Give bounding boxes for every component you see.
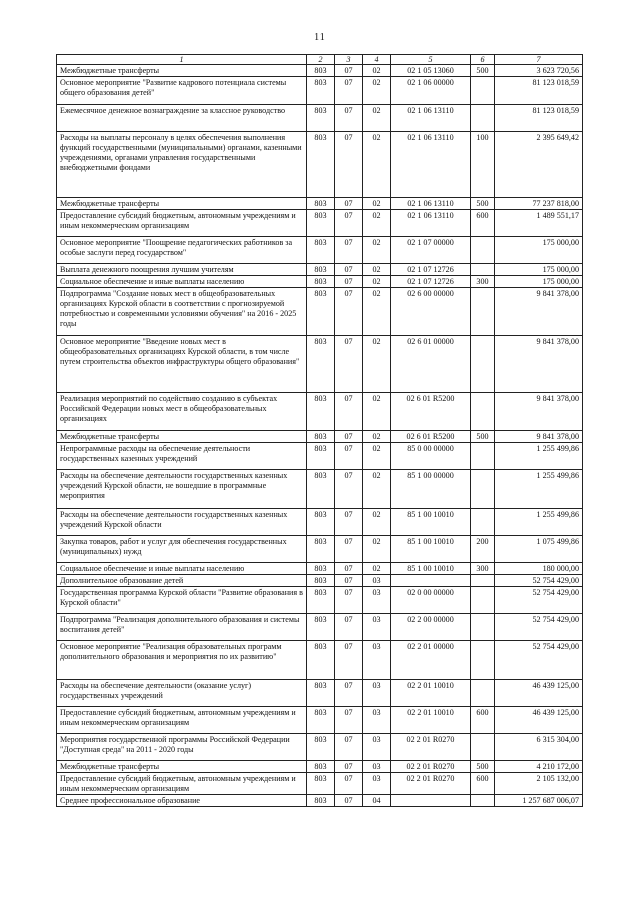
row-name-cell: Предоставление субсидий бюджетным, автономным учреждениям и иным некоммерческим организациям <box>57 707 307 734</box>
row-section-cell: 07 <box>335 264 363 276</box>
row-name-cell: Непрограммные расходы на обеспечение деятельности государственных казенных учреждений <box>57 443 307 470</box>
table-row <box>57 707 583 734</box>
header-cell: 4 <box>363 55 391 65</box>
row-amount-cell: 1 489 551,17 <box>495 210 583 237</box>
row-section-cell: 07 <box>335 795 363 807</box>
row-section-cell: 07 <box>335 65 363 77</box>
row-name-cell: Межбюджетные трансферты <box>57 65 307 77</box>
table-row <box>57 210 583 237</box>
row-subsection-cell: 02 <box>363 132 391 198</box>
row-subsection-cell: 04 <box>363 795 391 807</box>
row-amount-cell: 46 439 125,00 <box>495 680 583 707</box>
header-cell: 7 <box>495 55 583 65</box>
row-ved-cell: 803 <box>307 288 335 336</box>
row-target-article-cell: 02 2 00 00000 <box>391 614 471 641</box>
row-target-article-cell: 02 1 05 13060 <box>391 65 471 77</box>
row-target-article-cell: 02 2 01 R0270 <box>391 761 471 773</box>
row-expense-type-cell <box>471 575 495 587</box>
row-ved-cell: 803 <box>307 198 335 210</box>
row-target-article-cell: 02 1 06 13110 <box>391 132 471 198</box>
row-name-cell: Реализация мероприятий по содействию созданию в субъектах Российской Федерации новых мест в общеобразовательных организациях <box>57 393 307 431</box>
row-target-article-cell: 85 1 00 10010 <box>391 509 471 536</box>
row-name-cell: Мероприятия государственной программы Российской Федерации "Доступная среда" на 2011 - 2020 годы <box>57 734 307 761</box>
row-expense-type-cell: 500 <box>471 198 495 210</box>
row-name-cell: Основное мероприятие "Поощрение педагогических работников за особые заслуги перед государством" <box>57 237 307 264</box>
row-expense-type-cell <box>471 587 495 614</box>
table-row <box>57 264 583 276</box>
table-row <box>57 795 583 807</box>
row-expense-type-cell <box>471 288 495 336</box>
table-row <box>57 237 583 264</box>
table-row <box>57 680 583 707</box>
row-target-article-cell <box>391 575 471 587</box>
table-row <box>57 276 583 288</box>
row-section-cell: 07 <box>335 431 363 443</box>
row-amount-cell: 9 841 378,00 <box>495 431 583 443</box>
row-amount-cell: 77 237 818,00 <box>495 198 583 210</box>
row-ved-cell: 803 <box>307 795 335 807</box>
row-section-cell: 07 <box>335 641 363 680</box>
row-target-article-cell: 85 1 00 10010 <box>391 563 471 575</box>
row-subsection-cell: 02 <box>363 198 391 210</box>
row-amount-cell: 175 000,00 <box>495 276 583 288</box>
row-section-cell: 07 <box>335 393 363 431</box>
row-subsection-cell: 02 <box>363 276 391 288</box>
table-row <box>57 470 583 509</box>
header-cell: 6 <box>471 55 495 65</box>
row-subsection-cell: 02 <box>363 264 391 276</box>
row-section-cell: 07 <box>335 198 363 210</box>
row-expense-type-cell: 500 <box>471 761 495 773</box>
row-expense-type-cell <box>471 680 495 707</box>
row-name-cell: Расходы на обеспечение деятельности (оказание услуг) государственных учреждений <box>57 680 307 707</box>
row-section-cell: 07 <box>335 210 363 237</box>
row-amount-cell: 9 841 378,00 <box>495 288 583 336</box>
row-amount-cell: 81 123 018,59 <box>495 105 583 132</box>
row-subsection-cell: 03 <box>363 707 391 734</box>
row-subsection-cell: 02 <box>363 210 391 237</box>
table-row <box>57 288 583 336</box>
row-subsection-cell: 03 <box>363 761 391 773</box>
row-expense-type-cell <box>471 734 495 761</box>
row-amount-cell: 1 255 499,86 <box>495 470 583 509</box>
row-amount-cell: 2 105 132,00 <box>495 773 583 795</box>
row-expense-type-cell: 300 <box>471 563 495 575</box>
row-target-article-cell: 02 6 01 00000 <box>391 336 471 393</box>
row-ved-cell: 803 <box>307 77 335 105</box>
row-target-article-cell: 02 1 07 12726 <box>391 264 471 276</box>
row-subsection-cell: 03 <box>363 587 391 614</box>
row-name-cell: Предоставление субсидий бюджетным, автономным учреждениям и иным некоммерческим организациям <box>57 210 307 237</box>
row-section-cell: 07 <box>335 336 363 393</box>
row-subsection-cell: 03 <box>363 680 391 707</box>
row-subsection-cell: 02 <box>363 237 391 264</box>
row-name-cell: Предоставление субсидий бюджетным, автономным учреждениям и иным некоммерческим организациям <box>57 773 307 795</box>
row-section-cell: 07 <box>335 443 363 470</box>
row-ved-cell: 803 <box>307 587 335 614</box>
table-header-row <box>57 55 583 65</box>
row-subsection-cell: 03 <box>363 641 391 680</box>
row-name-cell: Социальное обеспечение и иные выплаты населению <box>57 276 307 288</box>
row-amount-cell: 1 075 499,86 <box>495 536 583 563</box>
table-row <box>57 614 583 641</box>
row-ved-cell: 803 <box>307 536 335 563</box>
row-target-article-cell: 02 2 01 R0270 <box>391 773 471 795</box>
row-target-article-cell: 85 1 00 00000 <box>391 470 471 509</box>
row-ved-cell: 803 <box>307 443 335 470</box>
row-name-cell: Расходы на обеспечение деятельности государственных казенных учреждений Курской области, не вошедшие в программные мероприятия <box>57 470 307 509</box>
row-name-cell: Межбюджетные трансферты <box>57 431 307 443</box>
row-name-cell: Межбюджетные трансферты <box>57 198 307 210</box>
table-row <box>57 431 583 443</box>
row-section-cell: 07 <box>335 288 363 336</box>
row-target-article-cell: 02 1 06 13110 <box>391 210 471 237</box>
header-cell: 1 <box>57 55 307 65</box>
table-row <box>57 132 583 198</box>
row-name-cell: Дополнительное образование детей <box>57 575 307 587</box>
row-expense-type-cell <box>471 795 495 807</box>
header-cell: 5 <box>391 55 471 65</box>
table-row <box>57 587 583 614</box>
row-ved-cell: 803 <box>307 773 335 795</box>
row-section-cell: 07 <box>335 707 363 734</box>
row-expense-type-cell <box>471 641 495 680</box>
row-section-cell: 07 <box>335 132 363 198</box>
row-ved-cell: 803 <box>307 734 335 761</box>
table-row <box>57 65 583 77</box>
row-ved-cell: 803 <box>307 509 335 536</box>
row-target-article-cell: 02 2 01 10010 <box>391 680 471 707</box>
row-subsection-cell: 02 <box>363 431 391 443</box>
row-name-cell: Расходы на выплаты персоналу в целях обеспечения выполнения функций государственными (муниципальными) органами, казенными учреждениями, органами управления государственными внебюджетными фондами <box>57 132 307 198</box>
row-ved-cell: 803 <box>307 641 335 680</box>
row-subsection-cell: 02 <box>363 470 391 509</box>
row-amount-cell: 6 315 304,00 <box>495 734 583 761</box>
row-ved-cell: 803 <box>307 210 335 237</box>
table-row <box>57 336 583 393</box>
row-expense-type-cell <box>471 237 495 264</box>
row-section-cell: 07 <box>335 563 363 575</box>
row-section-cell: 07 <box>335 276 363 288</box>
table-row <box>57 77 583 105</box>
table-row <box>57 536 583 563</box>
row-ved-cell: 803 <box>307 707 335 734</box>
row-target-article-cell: 02 6 00 00000 <box>391 288 471 336</box>
row-target-article-cell: 02 2 01 00000 <box>391 641 471 680</box>
row-expense-type-cell: 600 <box>471 707 495 734</box>
row-name-cell: Среднее профессиональное образование <box>57 795 307 807</box>
row-ved-cell: 803 <box>307 614 335 641</box>
row-subsection-cell: 02 <box>363 393 391 431</box>
row-target-article-cell <box>391 795 471 807</box>
row-amount-cell: 1 255 499,86 <box>495 443 583 470</box>
row-subsection-cell: 02 <box>363 443 391 470</box>
budget-table <box>56 54 583 807</box>
row-expense-type-cell <box>471 105 495 132</box>
table-row <box>57 105 583 132</box>
row-amount-cell: 46 439 125,00 <box>495 707 583 734</box>
row-amount-cell: 180 000,00 <box>495 563 583 575</box>
row-section-cell: 07 <box>335 614 363 641</box>
row-amount-cell: 1 255 499,86 <box>495 509 583 536</box>
table-row <box>57 393 583 431</box>
row-subsection-cell: 02 <box>363 65 391 77</box>
row-subsection-cell: 03 <box>363 575 391 587</box>
row-expense-type-cell <box>471 443 495 470</box>
row-subsection-cell: 02 <box>363 536 391 563</box>
header-cell: 2 <box>307 55 335 65</box>
row-target-article-cell: 02 1 07 00000 <box>391 237 471 264</box>
row-expense-type-cell: 600 <box>471 210 495 237</box>
row-subsection-cell: 03 <box>363 773 391 795</box>
row-ved-cell: 803 <box>307 132 335 198</box>
row-target-article-cell: 02 6 01 R5200 <box>391 393 471 431</box>
table-row <box>57 734 583 761</box>
row-name-cell: Выплата денежного поощрения лучшим учителям <box>57 264 307 276</box>
row-ved-cell: 803 <box>307 65 335 77</box>
row-expense-type-cell <box>471 77 495 105</box>
row-name-cell: Основное мероприятие "Введение новых мест в общеобразовательных организациях Курской области, в том числе путем строительства объектов инфраструктуры общего образования" <box>57 336 307 393</box>
row-expense-type-cell <box>471 393 495 431</box>
row-ved-cell: 803 <box>307 761 335 773</box>
row-ved-cell: 803 <box>307 393 335 431</box>
row-subsection-cell: 02 <box>363 563 391 575</box>
row-target-article-cell: 02 1 06 00000 <box>391 77 471 105</box>
table-row <box>57 563 583 575</box>
row-section-cell: 07 <box>335 761 363 773</box>
table-row <box>57 641 583 680</box>
row-subsection-cell: 02 <box>363 336 391 393</box>
table-row <box>57 198 583 210</box>
row-amount-cell: 52 754 429,00 <box>495 587 583 614</box>
row-section-cell: 07 <box>335 237 363 264</box>
row-amount-cell: 52 754 429,00 <box>495 575 583 587</box>
row-expense-type-cell: 500 <box>471 65 495 77</box>
row-ved-cell: 803 <box>307 563 335 575</box>
row-amount-cell: 9 841 378,00 <box>495 393 583 431</box>
row-expense-type-cell: 100 <box>471 132 495 198</box>
row-target-article-cell: 02 0 00 00000 <box>391 587 471 614</box>
row-expense-type-cell <box>471 470 495 509</box>
row-subsection-cell: 02 <box>363 288 391 336</box>
table-row <box>57 443 583 470</box>
row-expense-type-cell <box>471 509 495 536</box>
row-expense-type-cell: 300 <box>471 276 495 288</box>
row-section-cell: 07 <box>335 575 363 587</box>
row-expense-type-cell: 200 <box>471 536 495 563</box>
row-subsection-cell: 03 <box>363 734 391 761</box>
table-row <box>57 773 583 795</box>
row-ved-cell: 803 <box>307 680 335 707</box>
row-amount-cell: 1 257 687 006,07 <box>495 795 583 807</box>
row-expense-type-cell: 600 <box>471 773 495 795</box>
row-amount-cell: 9 841 378,00 <box>495 336 583 393</box>
row-name-cell: Подпрограмма "Реализация дополнительного образования и системы воспитания детей" <box>57 614 307 641</box>
row-section-cell: 07 <box>335 773 363 795</box>
row-section-cell: 07 <box>335 509 363 536</box>
row-ved-cell: 803 <box>307 470 335 509</box>
row-section-cell: 07 <box>335 680 363 707</box>
row-section-cell: 07 <box>335 470 363 509</box>
row-expense-type-cell <box>471 614 495 641</box>
table-row <box>57 761 583 773</box>
row-target-article-cell: 02 6 01 R5200 <box>391 431 471 443</box>
table-row <box>57 509 583 536</box>
row-ved-cell: 803 <box>307 264 335 276</box>
row-subsection-cell: 03 <box>363 614 391 641</box>
row-name-cell: Межбюджетные трансферты <box>57 761 307 773</box>
row-subsection-cell: 02 <box>363 509 391 536</box>
row-target-article-cell: 02 1 06 13110 <box>391 198 471 210</box>
row-ved-cell: 803 <box>307 336 335 393</box>
row-name-cell: Основное мероприятие "Развитие кадрового потенциала системы общего образования детей" <box>57 77 307 105</box>
row-name-cell: Ежемесячное денежное вознаграждение за классное руководство <box>57 105 307 132</box>
row-name-cell: Социальное обеспечение и иные выплаты населению <box>57 563 307 575</box>
row-name-cell: Закупка товаров, работ и услуг для обеспечения государственных (муниципальных) нужд <box>57 536 307 563</box>
table-row <box>57 575 583 587</box>
row-name-cell: Основное мероприятие "Реализация образовательных программ дополнительного образования и мероприятия по их развитию" <box>57 641 307 680</box>
row-amount-cell: 175 000,00 <box>495 237 583 264</box>
row-target-article-cell: 02 2 01 R0270 <box>391 734 471 761</box>
row-section-cell: 07 <box>335 587 363 614</box>
row-expense-type-cell: 500 <box>471 431 495 443</box>
row-subsection-cell: 02 <box>363 105 391 132</box>
row-amount-cell: 52 754 429,00 <box>495 614 583 641</box>
row-expense-type-cell <box>471 336 495 393</box>
row-amount-cell: 52 754 429,00 <box>495 641 583 680</box>
row-subsection-cell: 02 <box>363 77 391 105</box>
row-amount-cell: 3 623 720,56 <box>495 65 583 77</box>
row-ved-cell: 803 <box>307 237 335 264</box>
table-body <box>57 65 583 807</box>
row-amount-cell: 175 000,00 <box>495 264 583 276</box>
page-number: 11 <box>314 32 326 43</box>
row-expense-type-cell <box>471 264 495 276</box>
row-name-cell: Расходы на обеспечение деятельности государственных казенных учреждений Курской области <box>57 509 307 536</box>
row-name-cell: Государственная программа Курской области "Развитие образования в Курской области" <box>57 587 307 614</box>
row-ved-cell: 803 <box>307 575 335 587</box>
row-target-article-cell: 85 1 00 10010 <box>391 536 471 563</box>
row-target-article-cell: 02 2 01 10010 <box>391 707 471 734</box>
row-ved-cell: 803 <box>307 431 335 443</box>
row-amount-cell: 4 210 172,00 <box>495 761 583 773</box>
row-target-article-cell: 02 1 07 12726 <box>391 276 471 288</box>
row-ved-cell: 803 <box>307 105 335 132</box>
row-ved-cell: 803 <box>307 276 335 288</box>
row-amount-cell: 81 123 018,59 <box>495 77 583 105</box>
row-section-cell: 07 <box>335 734 363 761</box>
header-cell: 3 <box>335 55 363 65</box>
row-section-cell: 07 <box>335 536 363 563</box>
row-section-cell: 07 <box>335 105 363 132</box>
row-name-cell: Подпрограмма "Создание новых мест в общеобразовательных организациях Курской области в соответствии с прогнозируемой потребностью и современными условиями обучения" на 2016 - 2025 годы <box>57 288 307 336</box>
row-section-cell: 07 <box>335 77 363 105</box>
row-target-article-cell: 85 0 00 00000 <box>391 443 471 470</box>
row-amount-cell: 2 395 649,42 <box>495 132 583 198</box>
row-target-article-cell: 02 1 06 13110 <box>391 105 471 132</box>
